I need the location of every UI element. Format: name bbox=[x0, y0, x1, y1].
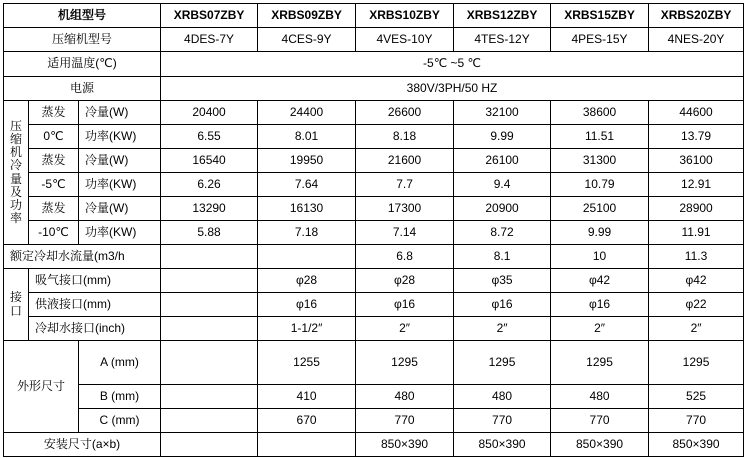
group-label-cooling-power: 压 缩 机 冷 量 及 功 率 bbox=[4, 101, 29, 245]
suction-2: φ28 bbox=[258, 269, 356, 293]
liquid-4: φ16 bbox=[454, 293, 551, 317]
pow-m10-1: 5.88 bbox=[161, 221, 258, 245]
row-compressor-model bbox=[4, 28, 744, 52]
cool-0-1: 20400 bbox=[161, 101, 258, 125]
suction-1 bbox=[161, 269, 258, 293]
row-dim-c bbox=[4, 409, 744, 433]
compressor-3: 4VES-10Y bbox=[356, 28, 454, 52]
label-evap-m10: 蒸发 bbox=[29, 197, 79, 221]
compressor-5: 4PES-15Y bbox=[551, 28, 649, 52]
water-conn-5: 2″ bbox=[551, 317, 649, 341]
power-supply-value: 380V/3PH/50 HZ bbox=[161, 77, 744, 101]
row-cool-m5 bbox=[4, 149, 744, 173]
row-dim-b bbox=[4, 385, 744, 409]
cool-m5-5: 31300 bbox=[551, 149, 649, 173]
dim-c-2: 670 bbox=[258, 409, 356, 433]
cool-m5-1: 16540 bbox=[161, 149, 258, 173]
model-6: XRBS20ZBY bbox=[649, 4, 744, 28]
row-pow-m10 bbox=[4, 221, 744, 245]
cool-m5-2: 19950 bbox=[258, 149, 356, 173]
row-temp-range bbox=[4, 52, 744, 77]
label-cooling-w: 冷量(W) bbox=[79, 101, 161, 125]
dim-b-1 bbox=[161, 385, 258, 409]
dim-a-6: 1295 bbox=[649, 341, 744, 385]
label-cooling-w: 冷量(W) bbox=[79, 197, 161, 221]
row-water-flow bbox=[4, 245, 744, 269]
row-cool-m10 bbox=[4, 197, 744, 221]
row-dim-a bbox=[4, 341, 744, 385]
pow-m10-5: 9.99 bbox=[551, 221, 649, 245]
label-power-kw: 功率(KW) bbox=[79, 173, 161, 197]
label-dim-b: B (mm) bbox=[79, 385, 161, 409]
liquid-3: φ16 bbox=[356, 293, 454, 317]
label-dim-c: C (mm) bbox=[79, 409, 161, 433]
suction-4: φ35 bbox=[454, 269, 551, 293]
label-liquid-port: 供液接口(mm) bbox=[29, 293, 161, 317]
label-power-supply: 电源 bbox=[4, 77, 161, 101]
pow-m5-1: 6.26 bbox=[161, 173, 258, 197]
label-temp-range: 适用温度(℃) bbox=[4, 52, 161, 77]
dim-b-6: 525 bbox=[649, 385, 744, 409]
water-conn-1 bbox=[161, 317, 258, 341]
cool-0-2: 24400 bbox=[258, 101, 356, 125]
model-2: XRBS09ZBY bbox=[258, 4, 356, 28]
label-evap-m5-temp: -5℃ bbox=[29, 173, 79, 197]
cool-m10-4: 20900 bbox=[454, 197, 551, 221]
water-flow-1 bbox=[161, 245, 258, 269]
label-power-kw: 功率(KW) bbox=[79, 125, 161, 149]
pow-m5-4: 9.4 bbox=[454, 173, 551, 197]
pow-m10-4: 8.72 bbox=[454, 221, 551, 245]
dim-c-4: 770 bbox=[454, 409, 551, 433]
install-5: 850×390 bbox=[551, 433, 649, 457]
label-power-kw: 功率(KW) bbox=[79, 221, 161, 245]
cool-m5-3: 21600 bbox=[356, 149, 454, 173]
label-dimensions: 外形尺寸 bbox=[4, 341, 79, 433]
water-conn-3: 2″ bbox=[356, 317, 454, 341]
dim-a-3: 1295 bbox=[356, 341, 454, 385]
pow-m5-2: 7.64 bbox=[258, 173, 356, 197]
dim-c-1 bbox=[161, 409, 258, 433]
water-conn-2: 1-1/2″ bbox=[258, 317, 356, 341]
pow-0-2: 8.01 bbox=[258, 125, 356, 149]
dim-b-3: 480 bbox=[356, 385, 454, 409]
row-water-connection bbox=[4, 317, 744, 341]
pow-0-3: 8.18 bbox=[356, 125, 454, 149]
suction-5: φ42 bbox=[551, 269, 649, 293]
install-1 bbox=[161, 433, 258, 457]
row-liquid-port bbox=[4, 293, 744, 317]
label-cooling-w: 冷量(W) bbox=[79, 149, 161, 173]
pow-m10-6: 11.91 bbox=[649, 221, 744, 245]
dim-b-4: 480 bbox=[454, 385, 551, 409]
water-flow-6: 11.3 bbox=[649, 245, 744, 269]
compressor-2: 4CES-9Y bbox=[258, 28, 356, 52]
header-unit-model: 机组型号 bbox=[4, 4, 161, 28]
cool-0-3: 26600 bbox=[356, 101, 454, 125]
label-suction-port: 吸气接口(mm) bbox=[29, 269, 161, 293]
dim-c-6: 770 bbox=[649, 409, 744, 433]
pow-m5-6: 12.91 bbox=[649, 173, 744, 197]
suction-6: φ42 bbox=[649, 269, 744, 293]
liquid-5: φ16 bbox=[551, 293, 649, 317]
row-suction-port bbox=[4, 269, 744, 293]
compressor-4: 4TES-12Y bbox=[454, 28, 551, 52]
pow-0-1: 6.55 bbox=[161, 125, 258, 149]
cool-m10-6: 28900 bbox=[649, 197, 744, 221]
dim-a-1 bbox=[161, 341, 258, 385]
model-1: XRBS07ZBY bbox=[161, 4, 258, 28]
cool-m5-6: 36100 bbox=[649, 149, 744, 173]
water-flow-4: 8.1 bbox=[454, 245, 551, 269]
install-3: 850×390 bbox=[356, 433, 454, 457]
compressor-6: 4NES-20Y bbox=[649, 28, 744, 52]
model-3: XRBS10ZBY bbox=[356, 4, 454, 28]
row-unit-model bbox=[4, 4, 744, 28]
row-pow-m5 bbox=[4, 173, 744, 197]
water-flow-2 bbox=[258, 245, 356, 269]
water-flow-3: 6.8 bbox=[356, 245, 454, 269]
pow-m5-3: 7.7 bbox=[356, 173, 454, 197]
dim-c-3: 770 bbox=[356, 409, 454, 433]
cool-0-4: 32100 bbox=[454, 101, 551, 125]
cool-m10-2: 16130 bbox=[258, 197, 356, 221]
liquid-2: φ16 bbox=[258, 293, 356, 317]
dim-a-4: 1295 bbox=[454, 341, 551, 385]
row-cool-0 bbox=[4, 101, 744, 125]
install-4: 850×390 bbox=[454, 433, 551, 457]
dim-a-2: 1255 bbox=[258, 341, 356, 385]
install-2 bbox=[258, 433, 356, 457]
water-flow-5: 10 bbox=[551, 245, 649, 269]
model-4: XRBS12ZBY bbox=[454, 4, 551, 28]
group-label-ports: 接 口 bbox=[4, 269, 29, 341]
label-evap-m5: 蒸发 bbox=[29, 149, 79, 173]
label-evap-0-temp: 0℃ bbox=[29, 125, 79, 149]
row-power-supply bbox=[4, 77, 744, 101]
liquid-6: φ22 bbox=[649, 293, 744, 317]
cool-0-5: 38600 bbox=[551, 101, 649, 125]
compressor-1: 4DES-7Y bbox=[161, 28, 258, 52]
pow-m10-2: 7.18 bbox=[258, 221, 356, 245]
pow-0-6: 13.79 bbox=[649, 125, 744, 149]
label-water-connection: 冷却水接口(inch) bbox=[29, 317, 161, 341]
label-compressor-model: 压缩机型号 bbox=[4, 28, 161, 52]
model-5: XRBS15ZBY bbox=[551, 4, 649, 28]
suction-3: φ28 bbox=[356, 269, 454, 293]
pow-m10-3: 7.14 bbox=[356, 221, 454, 245]
pow-m5-5: 10.79 bbox=[551, 173, 649, 197]
label-evap-0: 蒸发 bbox=[29, 101, 79, 125]
dim-b-5: 480 bbox=[551, 385, 649, 409]
install-6: 850×390 bbox=[649, 433, 744, 457]
cool-m5-4: 26100 bbox=[454, 149, 551, 173]
dim-c-5: 770 bbox=[551, 409, 649, 433]
dim-b-2: 410 bbox=[258, 385, 356, 409]
label-evap-m10-temp: -10℃ bbox=[29, 221, 79, 245]
cool-m10-3: 17300 bbox=[356, 197, 454, 221]
label-install-size: 安装尺寸(a×b) bbox=[4, 433, 161, 457]
dim-a-5: 1295 bbox=[551, 341, 649, 385]
water-conn-6: 2″ bbox=[649, 317, 744, 341]
row-install-size bbox=[4, 433, 744, 457]
row-pow-0 bbox=[4, 125, 744, 149]
label-dim-a: A (mm) bbox=[79, 341, 161, 385]
pow-0-5: 11.51 bbox=[551, 125, 649, 149]
pow-0-4: 9.99 bbox=[454, 125, 551, 149]
temp-range-value: -5℃ ~5 ℃ bbox=[161, 52, 744, 77]
water-conn-4: 2″ bbox=[454, 317, 551, 341]
label-water-flow: 额定冷却水流量(m3/h bbox=[4, 245, 161, 269]
cool-m10-5: 25100 bbox=[551, 197, 649, 221]
cool-0-6: 44600 bbox=[649, 101, 744, 125]
cool-m10-1: 13290 bbox=[161, 197, 258, 221]
spec-table bbox=[3, 3, 744, 457]
liquid-1 bbox=[161, 293, 258, 317]
